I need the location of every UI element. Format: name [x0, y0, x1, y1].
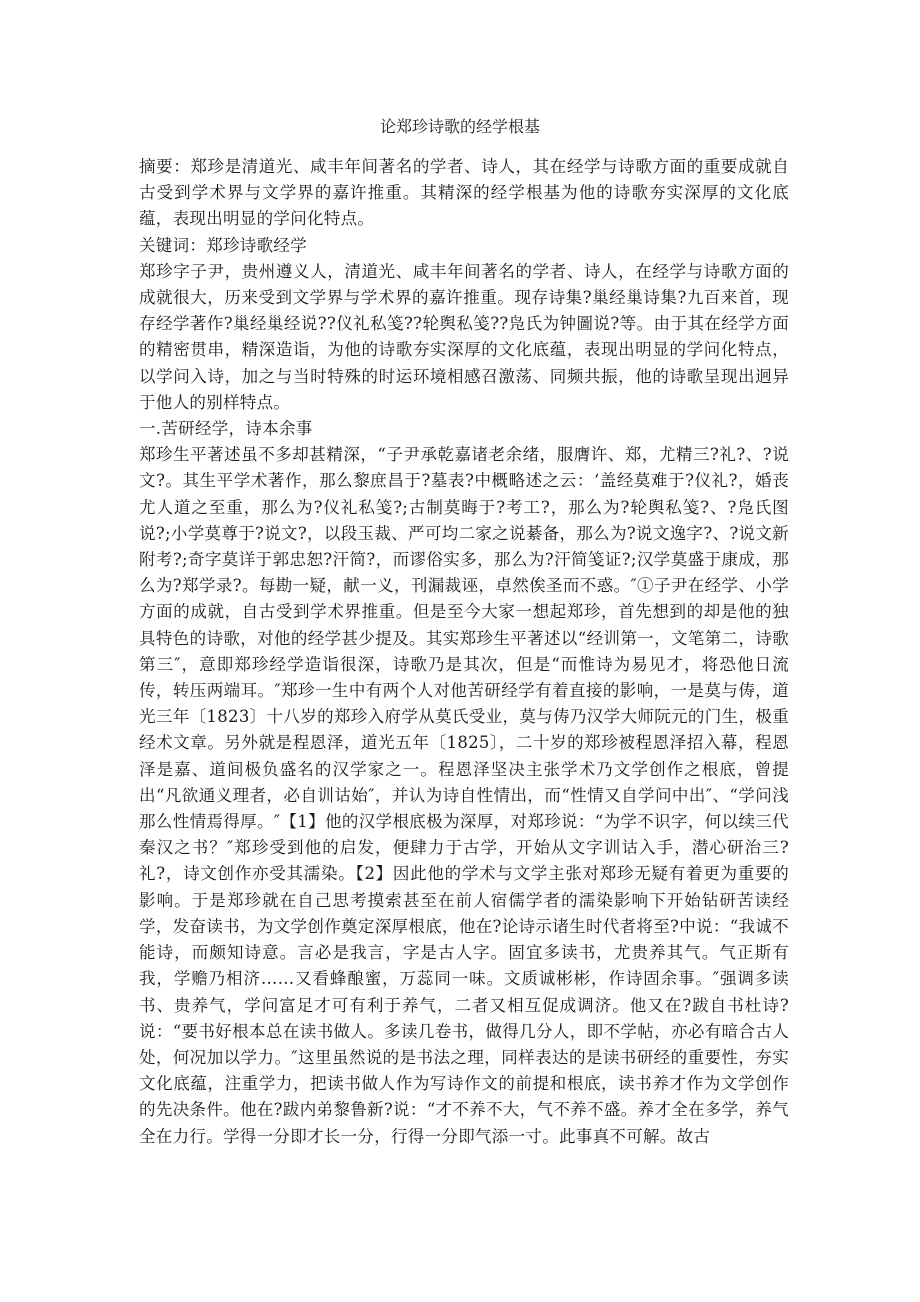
abstract-paragraph: 摘要：郑珍是清道光、咸丰年间著名的学者、诗人，其在经学与诗歌方面的重要成就自古受到学术界与文学界的嘉许推重。其精深的经学根基为他的诗歌夯实深厚的文化底蕴，表现出明显的学问化特点。 [139, 157, 789, 229]
section-heading: 一.苦研经学，诗本余事 [139, 419, 313, 439]
section-body-paragraph: 郑珍生平著述虽不多却甚精深，“子尹承乾嘉诸老余绪，服膺许、郑，尤精三?礼?、?说文?。其生平学术著作，那么黎庶昌于?墓表?中概略述之云：‘盖经莫难于?仪礼?，婚丧尤人道之至重，那么为?仪礼私笺?;古制莫晦于?考工?，那么为?轮舆私笺?、?凫氏图说?;小学莫尊于?说文?，以段玉裁、严可均二家之说綦备，那么为?说文逸字?、?说文新附考?;奇字莫详于郭忠恕?汗简?，而谬俗实多，那么为?汗简笺证?;汉学莫盛于康成，那么为?郑学录?。每勘一疑，献一义，刊漏裁诬，卓然俟圣而不惑。″①子尹在经学、小学方面的成就，自古受到学术界推重。但是至今大家一想起郑珍，首先想到的却是他的独具特色的诗歌，对他的经学甚少提及。其实郑珍生平著述以“经训第一，文笔第二，诗歌第三″，意即郑珍经学造诣很深，诗歌乃是其次，但是“而惟诗为易见才，将恐他日流传，转压两端耳。″郑珍一生中有两个人对他苦研经学有着直接的影响，一是莫与俦，道光三年〔1823〕十八岁的郑珍入府学从莫氏受业，莫与俦乃汉学大师阮元的门生，极重经术文章。另外就是程恩泽，道光五年〔1825〕，二十岁的郑珍被程恩泽招入幕，程恩泽是嘉、道间极负盛名的汉学家之一。程恩泽坚决主张学术乃文学创作之根底，曾提出“凡欲通义理者，必自训诂始″，并认为诗自性情出，而“性情又自学问中出″、“学问浅那么性情焉得厚。″【1】他的汉学根底极为深厚，对郑珍说：“为学不识字，何以续三代秦汉之书？″郑珍受到他的启发，便肆力于古学，开始从文字训诂入手，潜心研治三?礼?，诗文创作亦受其濡染。【2】因此他的学术与文学主张对郑珍无疑有着更为重要的影响。于是郑珍就在自己思考摸索甚至在前人宿儒学者的濡染影响下开始钻研苦读经学，发奋读书，为文学创作奠定深厚根底，他在?论诗示诸生时代者将至?中说：“我诚不能诗，而颇知诗意。言必是我言，字是古人字。固宜多读书，尤贵养其气。气正斯有我，学赡乃相济……又看蜂酿蜜，万蕊同一味。文质诚彬彬，作诗固余事。″强调多读书、贵养气，学问富足才可有利于养气，二者又相互促成调济。他又在?跋自书杜诗?说：“要书好根本总在读书做人。多读几卷书，做得几分人，即不学帖，亦必有暗合古人处，何况加以学力。″这里虽然说的是书法之理，同样表达的是读书研经的重要性，夯实文化底蕴，注重学力，把读书做人作为写诗作文的前提和根底，读书养才作为文学创作的先决条件。他在?跋内弟黎鲁新?说：“才不养不大，气不养不盛。养才全在多学，养气全在力行。学得一分即才长一分，行得一分即气添一寸。此事真不可解。故古 [139, 445, 789, 1146]
keywords-paragraph: 关键词：郑珍诗歌经学 [139, 235, 307, 255]
document-body [139, 154, 789, 1150]
intro-paragraph: 郑珍字子尹，贵州遵义人，清道光、咸丰年间著名的学者、诗人，在经学与诗歌方面的成就很大，历来受到文学界与学术界的嘉许推重。现存诗集?巢经巢诗集?九百来首，现存经学著作?巢经巢经说??仪礼私笺??轮舆私笺??凫氏为钟圖说?等。由于其在经学方面的精密贯串，精深造诣，为他的诗歌夯实深厚的文化底蕴，表现出明显的学问化特点，以学问入诗，加之与当时特殊的时运环境相感召激荡、同频共振，他的诗歌呈现出迥异于他人的别样特点。 [139, 261, 789, 412]
document-title: 论郑珍诗歌的经学根基 [379, 117, 540, 136]
